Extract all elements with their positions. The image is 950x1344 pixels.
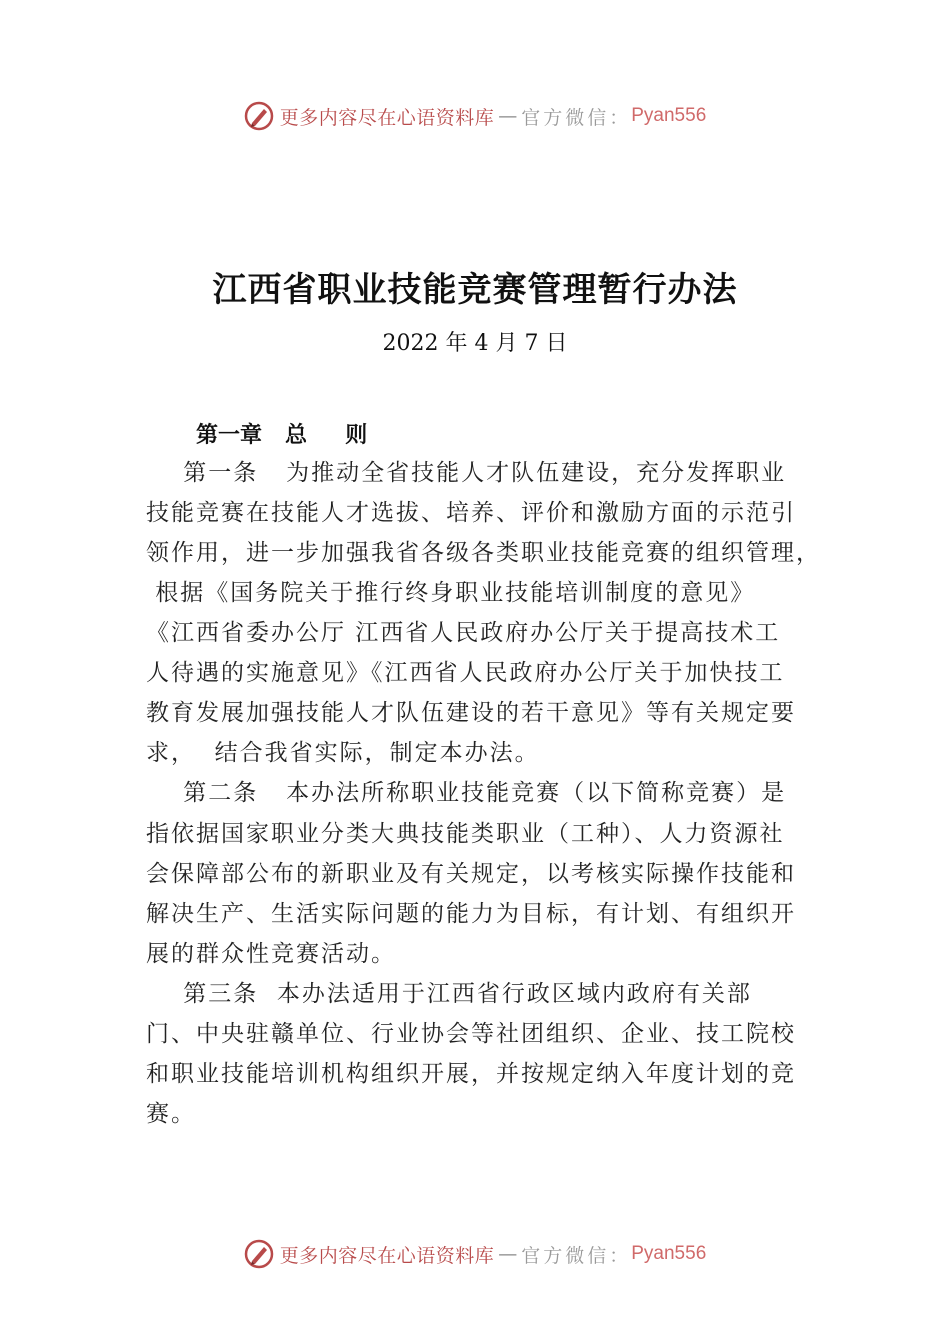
body-line: 展的群众性竞赛活动。 [146,941,396,967]
footer-banner [0,1234,950,1274]
body-line: 根据《国务院关于推行终身职业技能培训制度的意见》 [146,580,756,606]
chapter-heading: 第一章 总 则 [196,423,368,448]
body-line: 技能竞赛在技能人才选拔、培养、评价和激励方面的示范引 [146,500,796,526]
body-line: 赛。 [146,1101,196,1127]
banner-separator: — [498,105,518,127]
body-line: 第一条 为推动全省技能人才队伍建设，充分发挥职业 [146,460,787,486]
body-line: 第三条 本办法适用于江西省行政区域内政府有关部 [146,981,752,1007]
banner-brand: 更多内容尽在心语资料库 [279,1244,495,1267]
body-line: 门、中央驻赣单位、行业协会等社团组织、企业、技工院校 [146,1021,796,1047]
body-line: 解决生产、生活实际问题的能力为目标，有计划、有组织开 [146,901,796,927]
document-date: 2022 年 4 月 7 日 [382,331,568,356]
body-line: 和职业技能培训机构组织开展，并按规定纳入年度计划的竞 [146,1061,796,1087]
header-banner [0,96,950,136]
body-line: 《江西省委办公厅 江西省人民政府办公厅关于提高技术工 [146,620,781,646]
pen-logo-icon [244,101,274,131]
body-line: 教育发展加强技能人才队伍建设的若干意见》等有关规定要 [146,700,796,726]
banner-wechat-id: Pyan556 [631,105,707,126]
banner-label: 官方微信： [521,106,632,129]
body-line: 第二条 本办法所称职业技能竞赛（以下简称竞赛）是 [146,780,787,806]
document-title: 江西省职业技能竞赛管理暂行办法 [212,270,738,310]
banner-label: 官方微信： [521,1244,632,1267]
banner-separator: — [498,1243,518,1265]
body-line: 求， 结合我省实际，制定本办法。 [146,740,540,766]
body-line: 人待遇的实施意见》《江西省人民政府办公厅关于加快技工 [146,660,785,686]
banner-brand: 更多内容尽在心语资料库 [279,106,495,129]
body-line: 会保障部公布的新职业及有关规定，以考核实际操作技能和 [146,861,796,887]
body-line: 指依据国家职业分类大典技能类职业（工种）、人力资源社 [146,821,785,847]
banner-wechat-id: Pyan556 [631,1243,707,1264]
pen-logo-icon [244,1239,274,1269]
body-line: 领作用，进一步加强我省各级各类职业技能竞赛的组织管理， [146,540,821,566]
